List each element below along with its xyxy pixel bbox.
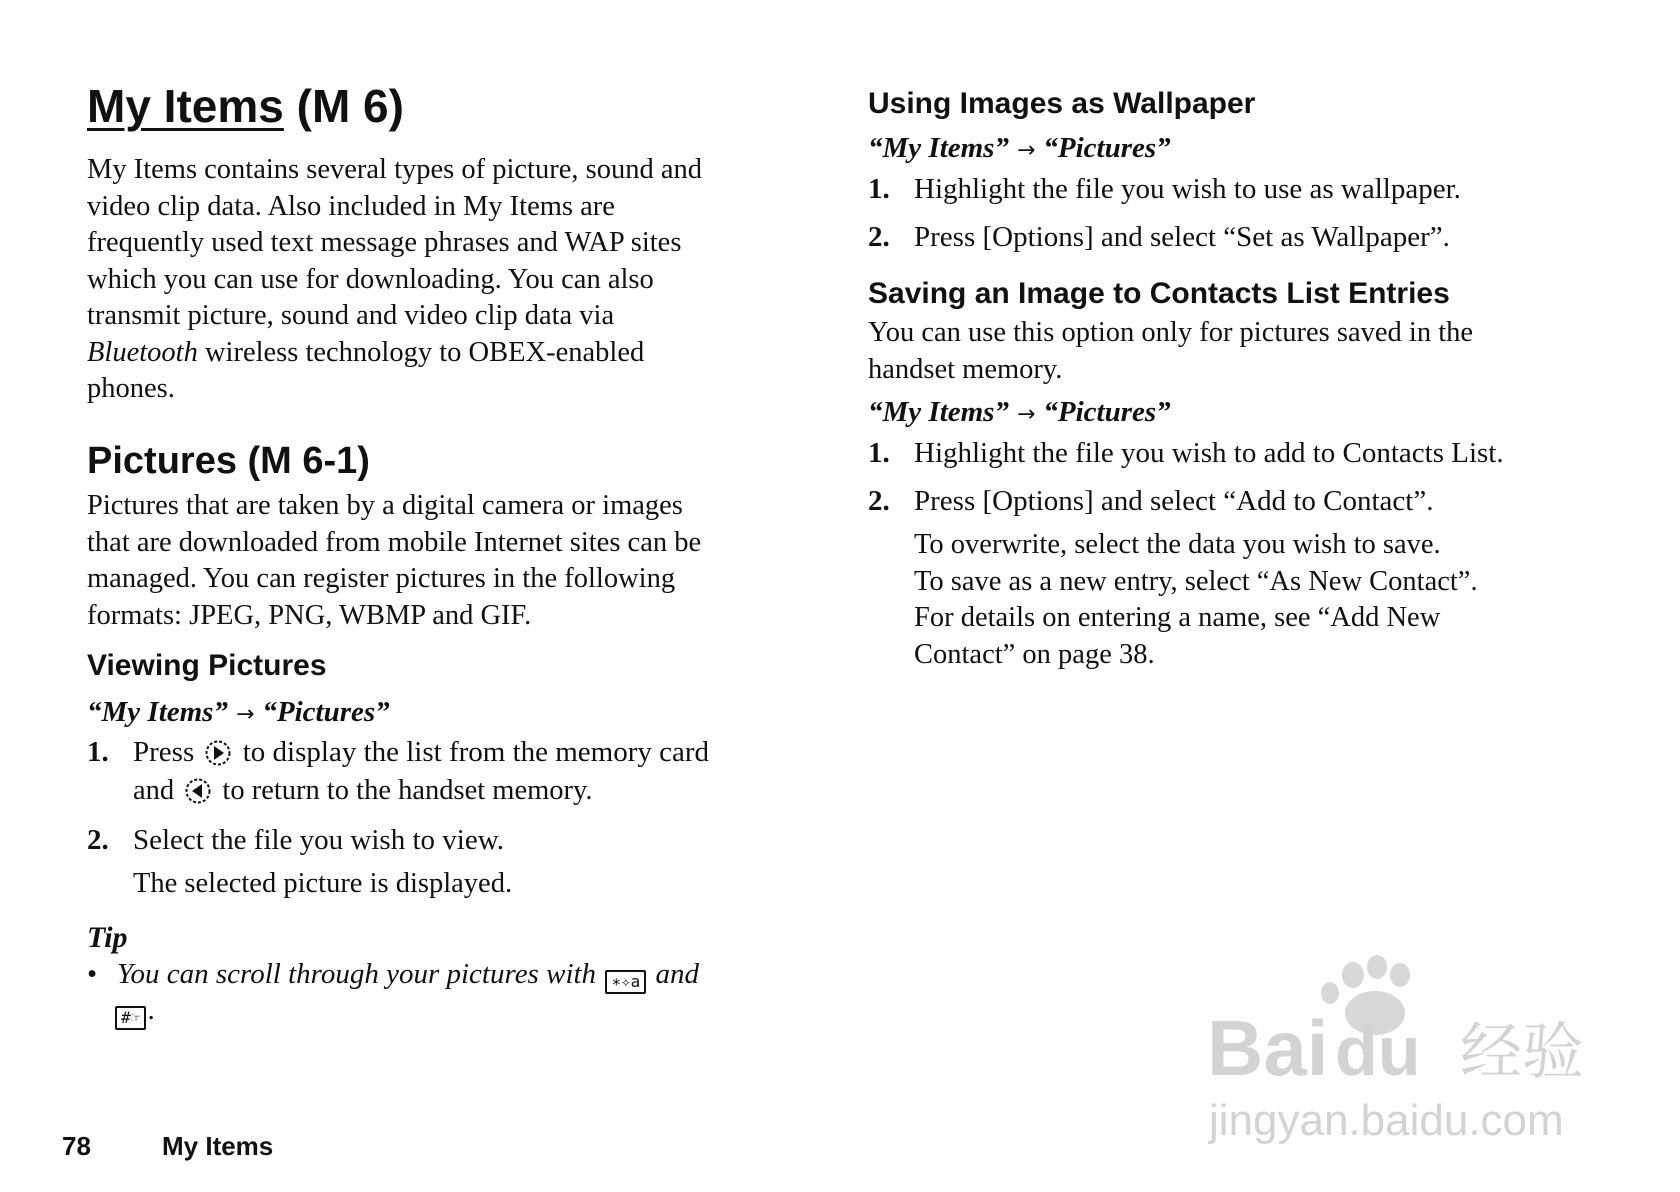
path-from: “My Items” <box>868 396 1009 428</box>
path-from: “My Items” <box>868 132 1009 164</box>
step-text <box>133 732 709 772</box>
path-to: “Pictures” <box>1043 396 1171 428</box>
step-text: Highlight the file you wish to add to Contacts List. <box>914 437 1504 469</box>
intro-line-rest: wireless technology to OBEX-enabled <box>197 336 645 368</box>
watermark-logo-text-2: du <box>1335 1012 1421 1090</box>
pictures-line: that are downloaded from mobile Internet sites can be <box>87 526 702 558</box>
intro-line: which you can use for downloading. You can also <box>87 263 654 295</box>
tip-text <box>117 992 156 1030</box>
intro-line: phones. <box>87 373 175 404</box>
contacts-line: handset memory. <box>868 353 1063 385</box>
bluetooth-term: Bluetooth <box>87 336 198 368</box>
tip-heading: Tip <box>87 921 128 954</box>
pictures-heading: Pictures (M 6-1) <box>87 440 370 482</box>
step-text-part: to return to the handset memory. <box>222 775 593 806</box>
contacts-note-line: To overwrite, select the data you wish to save. <box>914 529 1441 560</box>
page-title-main: My Items <box>87 80 284 132</box>
nav-right-key-icon <box>205 740 231 766</box>
contacts-menu-path <box>868 394 1171 433</box>
intro-line: video clip data. Also included in My Items are <box>87 190 615 222</box>
wallpaper-menu-path <box>868 130 1171 169</box>
watermark-logo-text: Bai <box>1207 1004 1329 1092</box>
tip-text-part: You can scroll through your pictures with <box>117 958 597 990</box>
contacts-line: You can use this option only for pictures saved in the <box>868 317 1474 348</box>
intro-line: transmit picture, sound and video clip data via <box>87 300 615 331</box>
step-text-part: to display the list from the memory card <box>242 736 710 768</box>
viewing-step-1-line2 <box>133 773 593 810</box>
tip-text <box>117 956 699 994</box>
contacts-note-line: For details on entering a name, see “Add New <box>914 602 1441 633</box>
tip-text-part: . <box>148 994 156 1026</box>
arrow-right-icon: → <box>1016 402 1036 427</box>
page-number: 78 <box>62 1131 91 1161</box>
tip-text-part: and <box>655 958 699 990</box>
step-text-part: Press <box>133 736 195 768</box>
nav-left-key-icon <box>185 778 211 804</box>
step-text-part: and <box>133 775 175 806</box>
page-title-suffix: (M 6) <box>283 80 404 132</box>
viewing-menu-path <box>87 694 390 733</box>
arrow-right-icon: → <box>1016 138 1036 163</box>
arrow-right-icon: → <box>235 702 255 727</box>
wallpaper-heading: Using Images as Wallpaper <box>868 87 1256 120</box>
pictures-line: managed. You can register pictures in the following <box>87 563 676 594</box>
path-to: “Pictures” <box>262 696 390 728</box>
step-text: Press [Options] and select “Set as Wallpaper”. <box>914 221 1450 253</box>
step-number: 1. <box>868 437 890 469</box>
footer-section-title: My Items <box>162 1131 274 1161</box>
contacts-heading: Saving an Image to Contacts List Entries <box>868 277 1450 310</box>
page-title <box>87 78 404 134</box>
step-text: Press [Options] and select “Add to Contact”. <box>914 485 1434 517</box>
step-number: 1. <box>868 173 890 205</box>
step-number: 2. <box>868 221 890 253</box>
star-key-icon: ∗✧a <box>605 970 646 994</box>
intro-line: My Items contains several types of picture, sound and <box>87 154 702 185</box>
contacts-note-line: To save as a new entry, select “As New Contact”. <box>914 565 1478 597</box>
step-number: 2. <box>868 485 890 517</box>
hash-key-icon: #☞ <box>115 1006 146 1030</box>
pictures-line: Pictures that are taken by a digital camera or images <box>87 490 683 521</box>
baidu-watermark-logo <box>1205 955 1605 1145</box>
viewing-heading: Viewing Pictures <box>87 649 327 682</box>
step-number: 2. <box>87 824 109 856</box>
contacts-note-line: Contact” on page 38. <box>914 638 1155 670</box>
path-to: “Pictures” <box>1043 132 1171 164</box>
pictures-line: formats: JPEG, PNG, WBMP and GIF. <box>87 599 532 631</box>
step-text: Select the file you wish to view. <box>133 824 505 856</box>
step-number: 1. <box>87 736 109 768</box>
step-text: Highlight the file you wish to use as wallpaper. <box>914 173 1461 205</box>
watermark-url-text: jingyan.baidu.com <box>1209 1096 1564 1145</box>
path-from: “My Items” <box>87 696 228 728</box>
watermark-cn-text: 经验 <box>1460 1015 1585 1088</box>
intro-line <box>87 335 644 372</box>
viewing-step-2-note: The selected picture is displayed. <box>133 868 513 899</box>
bullet: • <box>87 958 98 990</box>
intro-line: frequently used text message phrases and WAP sites <box>87 227 682 258</box>
